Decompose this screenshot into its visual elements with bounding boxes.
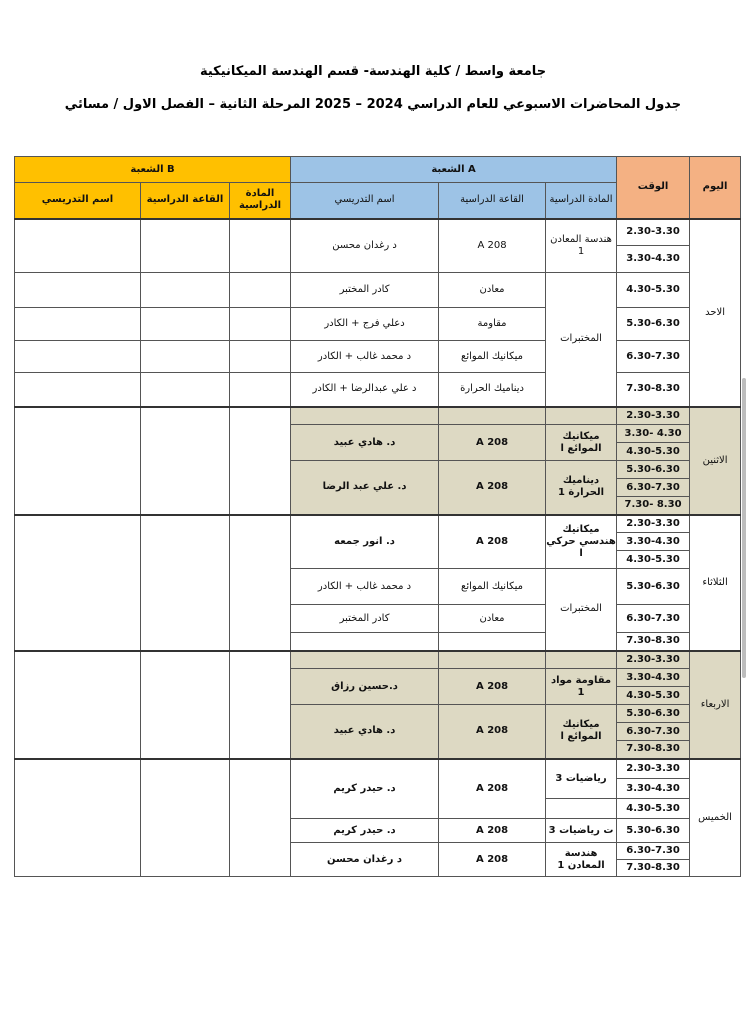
subject-cell: المختبرات bbox=[546, 569, 617, 651]
day-cell: الخميس bbox=[690, 759, 741, 877]
hall-cell: A 208 bbox=[439, 759, 546, 819]
subject-cell: هندسة المعادن 1 bbox=[546, 843, 617, 877]
university-title: جامعة واسط / كلية الهندسة- قسم الهندسة الميكانيكية bbox=[199, 64, 547, 79]
lab-cell: معادن bbox=[439, 605, 546, 633]
subject-cell: هندسة المعادن 1 bbox=[546, 219, 617, 273]
a-empty bbox=[291, 651, 439, 669]
time-cell: 5.30-6.30 bbox=[617, 569, 690, 605]
hall-cell: A 208 bbox=[439, 819, 546, 843]
time-cell: 3.30-4.30 bbox=[617, 669, 690, 687]
a-empty bbox=[546, 799, 617, 819]
b-empty bbox=[141, 273, 230, 308]
subject-cell: ميكانيك الموائع ا bbox=[546, 705, 617, 759]
time-cell: 3.30-4.30 bbox=[617, 246, 690, 273]
time-cell: 4.30-5.30 bbox=[617, 687, 690, 705]
b-empty bbox=[230, 341, 291, 373]
time-header: الوقت bbox=[617, 157, 690, 219]
time-cell: 5.30-6.30 bbox=[617, 308, 690, 341]
b-empty bbox=[230, 407, 291, 515]
section-a-lecturer-header: اسم التدريسي bbox=[291, 183, 439, 219]
time-cell: 4.30-5.30 bbox=[617, 799, 690, 819]
b-empty bbox=[141, 308, 230, 341]
b-empty bbox=[15, 273, 141, 308]
subject-cell: مقاومة مواد 1 bbox=[546, 669, 617, 705]
time-cell: 6.30-7.30 bbox=[617, 843, 690, 860]
hall-cell: A 208 bbox=[439, 425, 546, 461]
b-empty bbox=[141, 759, 230, 877]
a-empty bbox=[546, 651, 617, 669]
b-empty bbox=[15, 759, 141, 877]
lab-cell: مقاومة bbox=[439, 308, 546, 341]
schedule-title: جدول المحاضرات الاسبوعي للعام الدراسي 2024 – 2025 المرحلة الثانية – الفصل الاول / مسائي bbox=[64, 97, 682, 112]
a-empty bbox=[439, 633, 546, 651]
lecturer-cell: د. هادي عبيد bbox=[291, 705, 439, 759]
time-cell: 5.30-6.30 bbox=[617, 705, 690, 723]
day-cell: الاثنين bbox=[690, 407, 741, 515]
day-cell: الاحد bbox=[690, 219, 741, 407]
subject-cell: المختبرات bbox=[546, 273, 617, 407]
b-empty bbox=[230, 759, 291, 877]
lecturer-cell: د. حيدر كريم bbox=[291, 819, 439, 843]
time-cell: 5.30-6.30 bbox=[617, 819, 690, 843]
day-cell: الثلاثاء bbox=[690, 515, 741, 651]
time-cell: 2.30-3.30 bbox=[617, 515, 690, 533]
section-a-hall-header: القاعة الدراسية bbox=[439, 183, 546, 219]
section-b-subject-header: المادة الدراسية bbox=[230, 183, 291, 219]
section-b-header: الشعبة B bbox=[15, 157, 291, 183]
time-cell: 6.30-7.30 bbox=[617, 341, 690, 373]
a-empty bbox=[291, 407, 439, 425]
lecturer-cell: د. علي عبد الرضا bbox=[291, 461, 439, 515]
time-cell: 6.30-7.30 bbox=[617, 723, 690, 741]
section-a-header: الشعبة A bbox=[291, 157, 617, 183]
hall-cell: A 208 bbox=[439, 843, 546, 877]
time-cell: 2.30-3.30 bbox=[617, 407, 690, 425]
lab-cell: ديناميك الحرارة bbox=[439, 373, 546, 407]
time-cell: 5.30-6.30 bbox=[617, 461, 690, 479]
time-cell: 4.30-5.30 bbox=[617, 551, 690, 569]
hall-cell: A 208 bbox=[439, 219, 546, 273]
time-cell: 2.30-3.30 bbox=[617, 759, 690, 779]
b-empty bbox=[230, 273, 291, 308]
lecturer-cell: د. انور جمعه bbox=[291, 515, 439, 569]
time-cell: 6.30-7.30 bbox=[617, 605, 690, 633]
lecturer-cell: دعلي فرج + الكادر bbox=[291, 308, 439, 341]
b-empty bbox=[141, 341, 230, 373]
day-cell: الاربعاء bbox=[690, 651, 741, 759]
b-empty bbox=[230, 373, 291, 407]
hall-cell: A 208 bbox=[439, 461, 546, 515]
a-empty bbox=[546, 407, 617, 425]
time-cell: 7.30-8.30 bbox=[617, 373, 690, 407]
hall-cell: A 208 bbox=[439, 669, 546, 705]
time-cell: 3.30- 4.30 bbox=[617, 425, 690, 443]
subject-cell: ميكانيك هندسي حركي ا bbox=[546, 515, 617, 569]
lecturer-cell: د رغدان محسن bbox=[291, 843, 439, 877]
lecturer-cell: د. هادي عبيد bbox=[291, 425, 439, 461]
time-cell: 7.30-8.30 bbox=[617, 633, 690, 651]
b-empty bbox=[141, 373, 230, 407]
time-cell: 6.30-7.30 bbox=[617, 479, 690, 497]
b-empty bbox=[141, 407, 230, 515]
time-cell: 4.30-5.30 bbox=[617, 273, 690, 308]
lecturer-cell: د رغدان محسن bbox=[291, 219, 439, 273]
b-empty bbox=[15, 219, 141, 273]
b-empty bbox=[230, 515, 291, 651]
lab-cell: ميكانيك الموائع bbox=[439, 341, 546, 373]
b-empty bbox=[15, 407, 141, 515]
lecturer-cell: د علي عبدالرضا + الكادر bbox=[291, 373, 439, 407]
lab-cell: معادن bbox=[439, 273, 546, 308]
b-empty bbox=[15, 308, 141, 341]
subject-cell: رياضيات 3 bbox=[546, 759, 617, 799]
time-cell: 7.30-8.30 bbox=[617, 741, 690, 759]
b-empty bbox=[141, 219, 230, 273]
b-empty bbox=[15, 515, 141, 651]
time-cell: 7.30- 8.30 bbox=[617, 497, 690, 515]
b-empty bbox=[230, 308, 291, 341]
lecturer-cell: كادر المختبر bbox=[291, 605, 439, 633]
hall-cell: A 208 bbox=[439, 705, 546, 759]
time-cell: 3.30-4.30 bbox=[617, 779, 690, 799]
subject-cell: ديناميك الحرارة 1 bbox=[546, 461, 617, 515]
vertical-scrollbar[interactable] bbox=[742, 378, 746, 678]
lecturer-cell: د محمد غالب + الكادر bbox=[291, 569, 439, 605]
lab-cell: ميكانيك الموائع bbox=[439, 569, 546, 605]
schedule-table bbox=[14, 156, 741, 877]
b-empty bbox=[15, 373, 141, 407]
lecturer-cell: كادر المختبر bbox=[291, 273, 439, 308]
a-empty bbox=[439, 651, 546, 669]
section-a-subject-header: المادة الدراسية bbox=[546, 183, 617, 219]
subject-cell: ميكانيك الموائع ا bbox=[546, 425, 617, 461]
b-empty bbox=[141, 515, 230, 651]
b-empty bbox=[15, 651, 141, 759]
b-empty bbox=[230, 651, 291, 759]
lecturer-cell: د. حيدر كريم bbox=[291, 759, 439, 819]
hall-cell: A 208 bbox=[439, 515, 546, 569]
time-cell: 3.30-4.30 bbox=[617, 533, 690, 551]
b-empty bbox=[15, 341, 141, 373]
a-empty bbox=[291, 633, 439, 651]
b-empty bbox=[230, 219, 291, 273]
time-cell: 2.30-3.30 bbox=[617, 219, 690, 246]
day-header: اليوم bbox=[690, 157, 741, 219]
section-b-lecturer-header: اسم التدريسي bbox=[15, 183, 141, 219]
time-cell: 7.30-8.30 bbox=[617, 860, 690, 877]
section-b-hall-header: القاعة الدراسية bbox=[141, 183, 230, 219]
lecturer-cell: د.حسين رزاق bbox=[291, 669, 439, 705]
lecturer-cell: د محمد غالب + الكادر bbox=[291, 341, 439, 373]
subject-cell: ت رياضيات 3 bbox=[546, 819, 617, 843]
a-empty bbox=[439, 407, 546, 425]
b-empty bbox=[141, 651, 230, 759]
time-cell: 2.30-3.30 bbox=[617, 651, 690, 669]
time-cell: 4.30-5.30 bbox=[617, 443, 690, 461]
